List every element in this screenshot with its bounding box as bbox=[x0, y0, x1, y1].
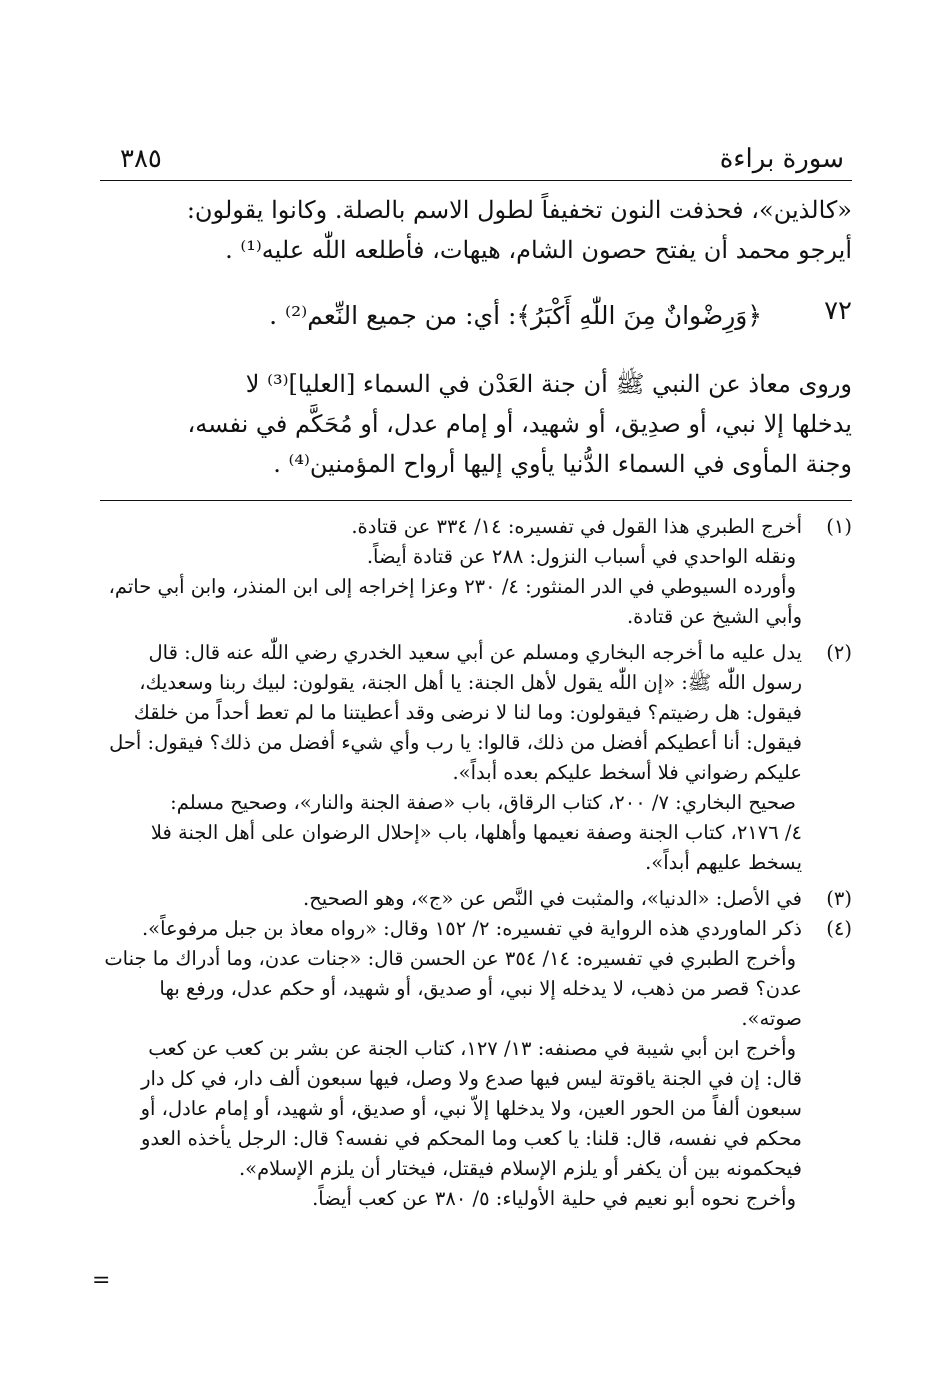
footnote-line: ٤/ ٢١٧٦، كتاب الجنة وصفة نعيمها وأهلها، باب «إحلال الرضوان على أهل الجنة فلا bbox=[150, 821, 802, 844]
text-line: «كالذين»، فحذفت النون تخفيفاً لطول الاسم بالصلة. وكانوا يقولون: bbox=[186, 196, 852, 224]
paragraph-continuation bbox=[100, 190, 852, 270]
footnote-1 bbox=[100, 512, 852, 632]
footnote-3 bbox=[100, 884, 852, 914]
text-line: وجنة المأوى في السماء الدُّنيا يأوي إليها أرواح المؤمنين⁽⁴⁾ . bbox=[273, 450, 852, 478]
text-line: أيرجو محمد أن يفتح حصون الشام، هيهات، فأطلعه اللّٰه عليه⁽¹⁾ . bbox=[225, 236, 852, 264]
paragraph-hadith bbox=[100, 364, 852, 484]
footnote-4 bbox=[100, 914, 852, 1214]
footnote-line: يدل عليه ما أخرجه البخاري ومسلم عن أبي سعيد الخدري رضي اللّٰه عنه قال: قال bbox=[148, 641, 802, 664]
footnote-line: فيقول: هل رضيتم؟ فيقولون: وما لنا لا نرضى وقد أعطيتنا ما لم تعط أحداً من خلقك bbox=[133, 701, 802, 724]
footnote-line: رسول اللّٰه ﷺ: «إن اللّٰه يقول لأهل الجنة: يا أهل الجنة، يقولون: لبيك ربنا وسعديك، bbox=[139, 671, 802, 694]
footnote-line: محكم في نفسه، قال: قلنا: يا كعب وما المحكم في نفسه؟ قال: الرجل يأخذه العدو bbox=[140, 1127, 802, 1150]
footnote-line: وأورده السيوطي في الدر المنثور: ٤/ ٢٣٠ وعزا إخراجه إلى ابن المنذر، وابن أبي حاتم، bbox=[108, 575, 796, 598]
page-number: ٣٨٥ bbox=[120, 144, 162, 174]
footnote-number: (٢) bbox=[826, 641, 852, 664]
footnote-line: وأخرج ابن أبي شيبة في مصنفه: ١٣/ ١٢٧، كتاب الجنة عن بشر بن كعب عن كعب bbox=[148, 1037, 796, 1060]
footnote-line: في الأصل: «الدنيا»، والمثبت في النَّص عن «ج»، وهو الصحيح. bbox=[303, 887, 802, 910]
footnote-line: صوته». bbox=[741, 1007, 802, 1030]
footnote-line: فيحكمونه بين أن يكفر أو يلزم الإسلام فيقتل، فيختار أن يلزم الإسلام». bbox=[238, 1157, 802, 1180]
continuation-mark: = bbox=[92, 1268, 111, 1293]
footnote-line: أخرج الطبري هذا القول في تفسيره: ١٤/ ٣٣٤ عن قتادة. bbox=[351, 515, 802, 538]
verse-number: ٧٢ bbox=[824, 296, 852, 326]
footnote-line: يسخط عليهم أبداً». bbox=[645, 851, 802, 874]
surah-title: سورة براءة bbox=[719, 144, 844, 174]
footnote-line: عليكم رضواني فلا أسخط عليكم بعده أبداً». bbox=[452, 761, 802, 784]
text-line: وروى معاذ عن النبي ﷺ أن جنة العَدْن في السماء [العليا]⁽³⁾ لا bbox=[245, 370, 852, 398]
footnote-2 bbox=[100, 638, 852, 878]
page-header bbox=[100, 140, 852, 181]
verse-commentary: ﴿وَرِضْوانٌ مِنَ اللّٰهِ أَكْبَرُ﴾: أي: من جميع النِّعم⁽²⁾ . bbox=[269, 301, 762, 330]
footnote-line: صحيح البخاري: ٧/ ٢٠٠، كتاب الرقاق، باب «صفة الجنة والنار»، وصحيح مسلم: bbox=[170, 791, 796, 814]
footnote-line: وأخرج نحوه أبو نعيم في حلية الأولياء: ٥/ ٣٨٠ عن كعب أيضاً. bbox=[312, 1187, 796, 1210]
footnote-line: عدن؟ قصر من ذهب، لا يدخله إلا نبي، أو صديق، أو شهيد، أو حكم عدل، ورفع بها bbox=[159, 977, 802, 1000]
footnote-line: وأخرج الطبري في تفسيره: ١٤/ ٣٥٤ عن الحسن قال: «جنات عدن، وما أدراك ما جنات bbox=[104, 947, 796, 970]
footnote-line: قال: إن في الجنة ياقوتة ليس فيها صدع ولا وصل، فيها سبعون ألف دار، في كل دار bbox=[141, 1067, 802, 1090]
footnotes bbox=[100, 512, 852, 1214]
footnote-line: وأبي الشيخ عن قتادة. bbox=[626, 605, 802, 628]
footnote-separator bbox=[100, 500, 852, 501]
footnote-number: (٣) bbox=[826, 887, 852, 910]
text-line: يدخلها إلا نبي، أو صدِيق، أو شهيد، أو إمام عدل، أو مُحَكَّم في نفسه، bbox=[187, 410, 852, 438]
footnote-line: ونقله الواحدي في أسباب النزول: ٢٨٨ عن قتادة أيضاً. bbox=[366, 545, 796, 568]
footnote-number: (٤) bbox=[826, 917, 852, 940]
verse-entry bbox=[100, 296, 852, 344]
footnote-number: (١) bbox=[826, 515, 852, 538]
footnote-line: فيقول: أنا أعطيكم أفضل من ذلك، قالوا: يا رب وأي شيء أفضل من ذلك؟ فيقول: أحل bbox=[109, 731, 802, 754]
footnote-line: سبعون ألفاً من الحور العين، ولا يدخلها إلاّ نبي، أو صديق، أو شهيد، أو إمام عادل، أو bbox=[140, 1097, 802, 1120]
footnote-line: ذكر الماوردي هذه الرواية في تفسيره: ٢/ ١٥٢ وقال: «رواه معاذ بن جبل مرفوعاً». bbox=[141, 917, 802, 940]
